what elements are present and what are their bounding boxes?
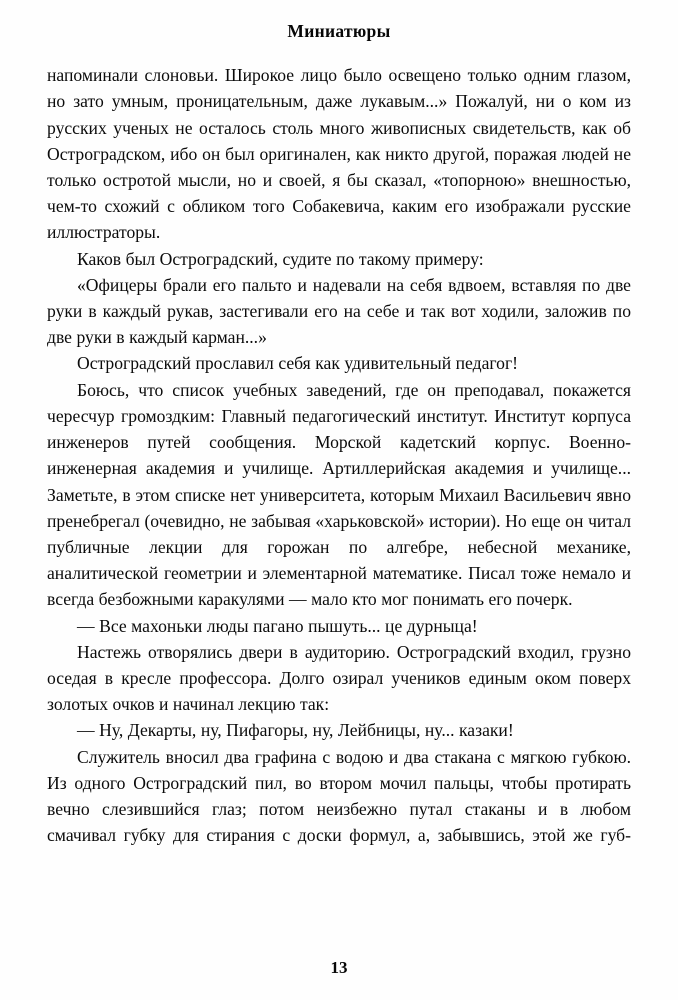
paragraph: Остроградский прославил себя как удивительный педагог! [77, 353, 519, 374]
page-number: 13 [330, 958, 348, 977]
paragraph: Служитель вносил два графина с водою и два стакана с мягкою губкою. Из одного Остроградский пил, во втором мочил пальцы, чтобы протирать вечно слезившийся глаз; потом неизбежно путал стаканы и в любом смачивал губку для стирания с доски формул, а, забывшись, этой же губ- [47, 746, 631, 846]
paragraph-dialogue: — Все махоньки люды пагано пышуть... це дурныца! [77, 615, 478, 636]
body-text-block [47, 62, 631, 941]
paragraph: Каков был Остроградский, судите по такому примеру: [77, 248, 484, 269]
paragraph: напоминали слоновьи. Широкое лицо было освещено только одним глазом, но зато умным, проницательным, даже лукавым...» Пожалуй, ни о ком из русских ученых не осталось столь много живописных свидетельств, как об Остроградском, ибо он был оригинален, как никто другой, поражая людей не только остротой мысли, но и своей, я бы сказал, «топорною» внешностью, чем-то схожий с обликом того Собакевича, каким его изображали русские иллюстраторы. [47, 65, 631, 243]
paragraph-dialogue: — Ну, Декарты, ну, Пифагоры, ну, Лейбницы, ну... казаки! [77, 720, 514, 741]
paragraph: «Офицеры брали его пальто и надевали на себя вдвоем, вставляя по две руки в каждый рукав, застегивали его на себе и так вот ходили, заложив по две руки в каждый карман...» [47, 274, 631, 348]
paragraph: Боюсь, что список учебных заведений, где он преподавал, покажется чересчур громоздким: Главный педагогический институт. Институт корпуса инженеров путей сообщения. Морской кадетский корпус. Военно-инженерная академия и училище. Артиллерийская академия и училище... Заметьте, в этом списке нет университета, которым Михаил Васильевич явно пренебрегал (очевидно, не забывая «харьковской» истории). Но еще он читал публичные лекции для горожан по алгебре, небесной механике, аналитической геометрии и элементарной математике. Писал тоже немало и всегда безбожными каракулями — мало кто мог понимать его почерк. [47, 379, 631, 610]
folio-spacer [0, 941, 678, 959]
paragraph: Настежь отворялись двери в аудиторию. Остроградский входил, грузно оседая в кресле профессора. Долго озирал учеников единым оком поверх золотых очков и начинал лекцию так: [47, 641, 631, 715]
running-head: Миниатюры [287, 21, 391, 41]
